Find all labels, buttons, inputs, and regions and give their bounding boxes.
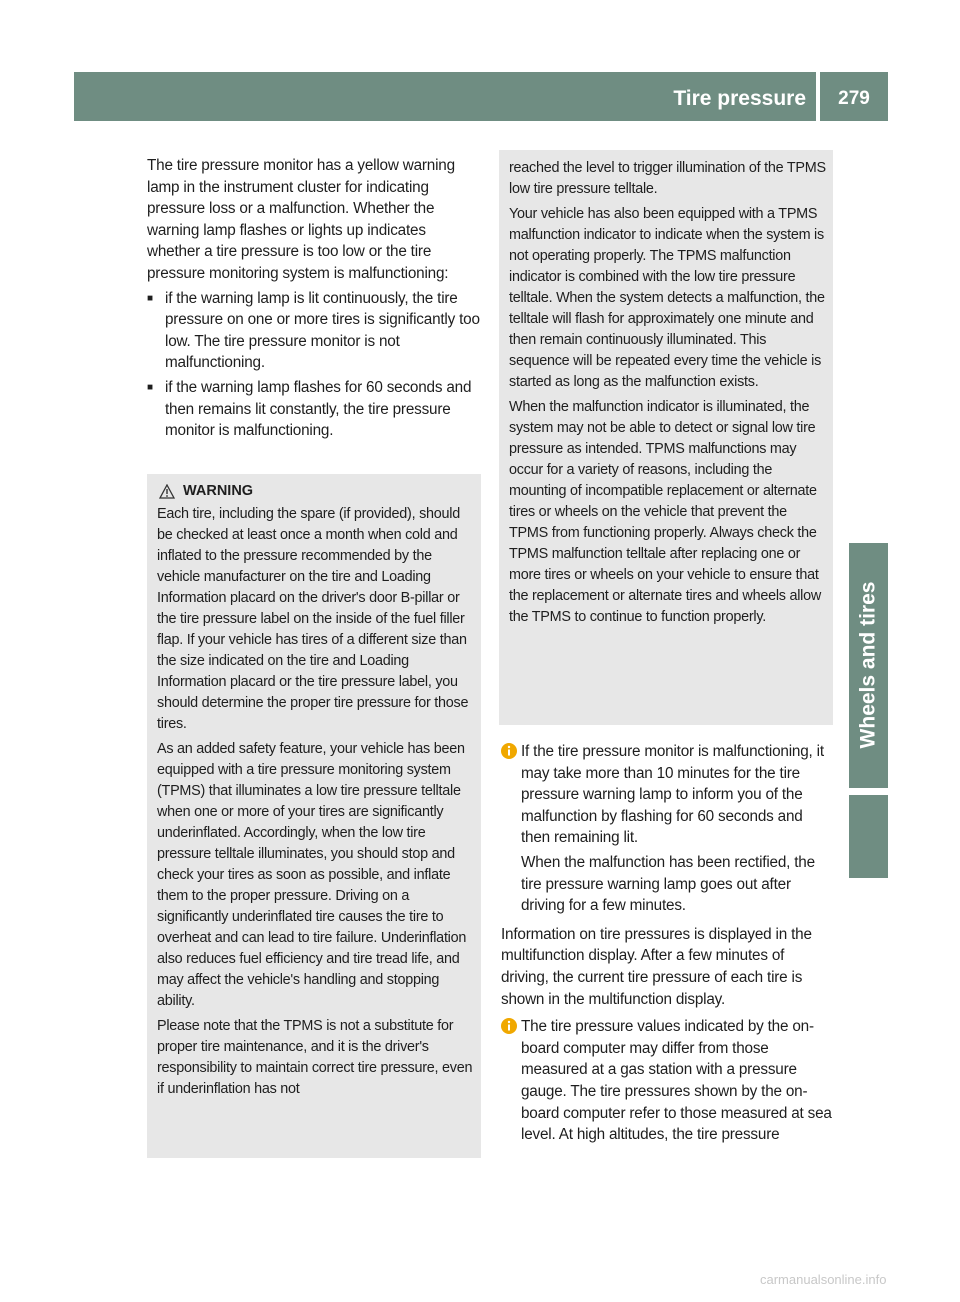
warning-paragraph: reached the level to trigger illumination of the TPMS low tire pressure telltale. [509, 160, 826, 197]
section-title: Tire pressure [673, 87, 806, 110]
info-body [521, 741, 835, 920]
warning-paragraph: As an added safety feature, your vehicle has been equipped with a tire pressure monitoring system (TPMS) that illuminates a low tire pressure telltale when one or more of your tires are significantly underinflated. Accordingly, when the low tire pressure telltale illuminates, you should stop and check your tires as soon as possible, and inflate them to the proper pressure. Driving on a significantly underinflated tire causes the tire to overheat and can lead to tire failure. Underinflation also reduces fuel efficiency and tire tread life, and may affect the vehicle's handling and stopping ability. [157, 741, 467, 1009]
body-paragraph: Information on tire pressures is displayed in the multifunction display. After a few minutes of driving, the current tire pressure of each tire is shown in the multifunction display. [501, 925, 812, 1008]
bullet-icon: ■ [147, 292, 153, 304]
info-icon [501, 1016, 521, 1149]
warning-paragraph: Your vehicle has also been equipped with a TPMS malfunction indicator to indicate when the system is not operating properly. The TPMS malfunction indicator is combined with the low tire pressure telltale. When the system detects a malfunction, the telltale will flash for approximately one minute and then remain continuously illuminated. This sequence will be repeated every time the vehicle is started as long as the malfunction exists. [509, 206, 825, 390]
bullet-icon: ■ [147, 381, 153, 393]
page-header [74, 72, 888, 121]
warning-box [147, 474, 481, 1158]
list-item-text: if the warning lamp flashes for 60 seconds and then remains lit constantly, the tire pressure monitor is malfunctioning. [165, 378, 472, 440]
warning-paragraph: Please note that the TPMS is not a substitute for proper tire maintenance, and it is the driver's responsibility to maintain correct tire pressure, even if underinflation has not [157, 1018, 473, 1097]
page-number: 279 [838, 88, 870, 109]
info-note [501, 741, 835, 920]
list-item [147, 377, 481, 442]
info-text: The tire pressure values indicated by the on-board computer may differ from those measured at a gas station with a pressure gauge. The tire pressures shown by the on-board computer refer to those measured at sea level. At high altitudes, the tire pressure [521, 1018, 832, 1144]
list-item-text: if the warning lamp is lit continuously, the tire pressure on one or more tires is significantly too low. The tire pressure monitor is not malfunctioning. [165, 289, 480, 372]
left-column [147, 155, 481, 445]
warning-paragraph: When the malfunction indicator is illuminated, the system may not be able to detect or signal low tire pressure as intended. TPMS malfunctions may occur for a variety of reasons, including the mounting of incompatible replacement or alternate tires or wheels on the vehicle that prevent the TPMS from functioning properly. Always check the TPMS malfunction telltale after replacing one or more tires or wheels on your vehicle to ensure that the replacement or alternate tires and wheels allow the TPMS to continue to function properly. [509, 399, 822, 625]
warning-heading [159, 478, 473, 504]
info-body [521, 1016, 835, 1149]
info-icon [501, 741, 521, 920]
intro-paragraph: The tire pressure monitor has a yellow warning lamp in the instrument cluster for indicating pressure loss or a malfunction. Whether the warning lamp flashes or lights up indicates whether a tire pressure is too low or the tire pressure monitoring system is malfunctioning: [147, 157, 455, 282]
watermark: carmanualsonline.info [760, 1272, 887, 1287]
warning-label: WARNING [183, 483, 254, 499]
right-column [501, 741, 835, 1153]
info-text: If the tire pressure monitor is malfunctioning, it may take more than 10 minutes for the tire pressure warning lamp to inform you of the malfunction by flashing for 60 seconds and then remaining lit. [521, 743, 824, 847]
warning-paragraph: Each tire, including the spare (if provided), should be checked at least once a month when cold and inflated to the pressure recommended by the vehicle manufacturer on the tire and Loading Information placard on the driver's door B-pillar or the tire pressure label on the inside of the fuel filler flap. If your vehicle has tires of a different size than the size indicated on the tire and Loading Information placard or the tire pressure label, you should determine the proper tire pressure for those tires. [157, 506, 469, 732]
list-item [147, 288, 481, 374]
chapter-marker [849, 795, 888, 878]
info-text: When the malfunction has been rectified, the tire pressure warning lamp goes out after driving for a few minutes. [521, 853, 815, 915]
chapter-tab-label: Wheels and tires [856, 581, 880, 749]
info-note [501, 1016, 835, 1149]
warning-triangle-icon [159, 484, 175, 499]
warning-continuation-box [499, 150, 833, 725]
